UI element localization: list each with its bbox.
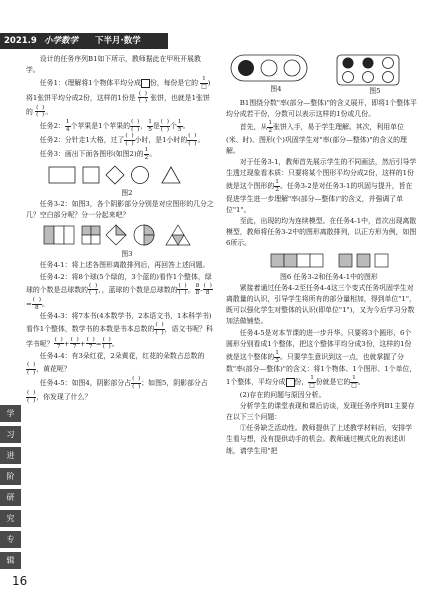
figure-2-caption: 图2 — [121, 188, 133, 197]
task-4-5: 任务4-5：如图4，阴影部分占 ( ) ( ) ；如图5，阴影部分占 ( ) ( ) ，你发现了什么？ — [27, 376, 208, 404]
fraction-1-4: $\frac{1}{4}$ — [65, 118, 70, 133]
fraction-1-2: $\frac{1}{2}$ — [275, 179, 279, 193]
edition-label: 下半月·数学 — [95, 36, 141, 46]
fraction-blank: ( ) 8 — [203, 282, 212, 297]
side-tab: 研 — [0, 489, 21, 506]
fraction-1-5: $\frac{1}{5}$ — [148, 118, 152, 133]
task-4-1: 任务4-1：将上述各图形离散排列后，再回答上述问题。 — [39, 261, 210, 270]
right-column — [226, 54, 418, 457]
figure-5-caption: 图5 — [369, 87, 381, 95]
task-4-4: 任务4-4：有3朵红花，2朵黄花，红花的朵数占总数的 ( ) ( ) ，黄花呢？ — [27, 351, 205, 376]
figure-6-caption: 图6 任务3-2和任务4-1中的图形 — [280, 272, 378, 281]
intro-paragraph: 设计的任务序列B1如下所示，教师据此在甲班开展教学。 — [26, 55, 201, 75]
side-tab: 习 — [0, 426, 21, 443]
square-shape — [83, 167, 99, 183]
task-4-3: 任务4-3：将7本书(4本数学书，2本语文书，1本科学书)看作1个整体，数学书的本数是书本总数的 ( ) ( ) ，语文书呢？科学书呢？ ( ) 7 + ( ) 7 + ( ) 7 = ( ) ( ) 。 — [26, 312, 213, 351]
fraction-blank: ( ) ( ) — [27, 361, 36, 376]
fraction-1-5: $\frac{1}{5}$ — [177, 118, 182, 133]
fraction-1-over-box: 1 □ — [201, 76, 207, 90]
fraction-1-2: $\frac{1}{2}$ — [144, 147, 149, 161]
analysis-p8: 分析学生的课堂表现和课后访谈，发现任务序列B1主要存在以下三个问题： — [226, 401, 415, 422]
task-4-2: 任务4-2：将8个球(5个绿的，3个蓝的)看作1个整体，绿球的个数是总球数的 ( ) ( ) ，，蓝球的个数是总球数的 ( ) ( ) ， $\frac{8}{8}$ - ( ) 8 = ( ) 8 。 — [26, 272, 212, 311]
fraction-1-box: 1 □ — [309, 375, 315, 390]
task-2b: 任务2：分针走1大格，过了 ( ) ( ) 小时，是1小时的 ( ) ( ) 。 — [39, 133, 205, 147]
circle-shape — [132, 166, 149, 183]
fraction-blank: ( ) ( ) — [89, 282, 98, 297]
issue-date: 2021.9 — [4, 36, 37, 46]
figures-4-5 — [226, 54, 418, 98]
analysis-p4: 至此，出现的均为连续模型。在任务4-1中，首次出现离散模型，教师将任务3-2中的图形离散排列，以正方形为例，如图6所示。 — [226, 217, 417, 248]
side-tab: 辑 — [0, 552, 21, 569]
fraction-blank: ( ) ( ) — [131, 118, 140, 133]
fraction-blank: ( ) ( ) — [138, 90, 148, 105]
side-tab: 专 — [0, 531, 21, 548]
figure-6-squares — [247, 252, 397, 270]
side-tab: 进 — [0, 447, 21, 464]
task-2: 任务2： $\frac{1}{4}$ 个苹果是1个苹果的 ( ) ( ) ， $\frac{1}{5}$ 是 ( ) ( ) 个 $\frac{1}{5}$ 。 — [39, 118, 190, 133]
blank-box — [141, 79, 150, 88]
fraction-8-8: $\frac{8}{8}$ — [195, 282, 200, 297]
task-3-2: 任务3-2：如图3，各个阴影部分分别是对应图形的几分之几？空白部分呢？分一分起来吧？ — [26, 199, 214, 219]
fraction-blank: ( ) ( ) — [155, 322, 164, 336]
rectangle-shape — [49, 167, 75, 183]
fraction-blank: ( ) ( ) — [36, 104, 45, 119]
fraction-blank: ( ) ( ) — [125, 133, 134, 147]
task-1: 任务1：(理解将1个物体平均分成 份，每份是它的 1 □ )将1张饼平均分成2份，这样的1份是 ( ) ( ) 张饼，也就是1张饼的 ( ) ( ) 。 — [26, 76, 211, 119]
fraction-1-2: $\frac{1}{2}$ — [268, 120, 273, 134]
fraction-blank: ( ) ( ) — [188, 133, 197, 147]
diamond-shape — [106, 166, 124, 184]
analysis-p1: B1围绕分数"率(部分—整体)"的含义展开，即将1个整体平均分成若干份，分数可以表示这样的1份或几份。 — [226, 99, 417, 119]
figure-3-shaded-shapes — [40, 223, 200, 247]
side-tab: 学 — [0, 405, 21, 422]
fraction-1-over-box: 1 □ — [351, 375, 357, 390]
figure-5-circles — [336, 54, 400, 86]
side-tab: 阶 — [0, 468, 21, 485]
magazine-logo: 小学数学 — [44, 36, 79, 46]
fraction-blank: ( ) ( ) — [178, 282, 187, 297]
side-tab: 究 — [0, 510, 21, 527]
fraction-blank: ( ) 7 — [70, 336, 79, 351]
analysis-p2: 首先，从 $\frac{1}{2}$ 张饼入手，易于学生理解。其次，利用单位(米、时)、图形(个)巩固学生对"率(部分—整体)"的含义的理解。 — [226, 120, 407, 155]
fraction-1-3: $\frac{1}{3}$ — [275, 350, 279, 364]
figure-3-caption: 图3 — [121, 250, 133, 259]
analysis-p6: 任务4-5是对本节课的进一步升华。只要将3个圆形、6个圆形分别看成1个整体，把这个整体平均分成3份，这样的1份就是这个整体的 $\frac{1}{3}$ 。只要学生意识到这一点，也就掌握了分数"率(部分—整体)"的含义：将1个物体、1个图形、1个单位，1个整体，平均分成 份， 1 □ 份就是它的 1 □ 。 — [226, 328, 417, 390]
fraction-blank: ( ) ( ) — [27, 390, 36, 404]
analysis-p5: 紧接着通过任务4-2至任务4-4这三个变式任务巩固学生对离散量的认识，引导学生将所有的部分量相加，得到单位"1"，既可以强化学生对整体的认识(即单位"1")，又为今后学习分数加法做铺垫。 — [226, 283, 416, 326]
fraction-blank: ( ) 7 — [54, 336, 63, 351]
fraction-blank: ( ) 7 — [86, 336, 95, 351]
analysis-p7: (2)存在的问题与原因分析。 — [239, 390, 326, 399]
figure-4-caption: 图4 — [270, 85, 282, 93]
fraction-blank: ( ) ( ) — [160, 118, 169, 133]
fraction-blank: ( ) ( ) — [102, 336, 111, 351]
left-column — [26, 54, 214, 404]
analysis-p3: 对于任务3-1，教师首先展示学生的不同画法，然后引导学生透过现象看本质：只要将某个图形平均分成2份，这样的1份就是这个图形的 $\frac{1}{2}$ 。任务3-2是对任务3-1的巩固与提升，旨在促进学生进一步理解"率(部分—整体)"的含义，并强调了单位"1"。 — [226, 158, 417, 214]
blank-box — [286, 378, 295, 387]
analysis-p9: ①任务缺乏活动性。教师提供了上述教学材料后，安排学生看与想，没有提供动手的机会。教师通过模式化的表述训练，请学生用"把 — [226, 424, 413, 455]
figure-2-shapes — [45, 164, 195, 186]
page-number: 16 — [12, 574, 28, 588]
page-header-bar — [0, 33, 168, 49]
triangle-shape — [162, 167, 180, 183]
fraction-blank: ( ) 8 — [32, 296, 41, 311]
task-3-1: 任务3：画出下面各图形(如图2)的 $\frac{1}{2}$ 。 — [39, 147, 157, 161]
fraction-blank: ( ) ( ) — [132, 376, 141, 390]
figure-4-circles — [230, 54, 308, 84]
